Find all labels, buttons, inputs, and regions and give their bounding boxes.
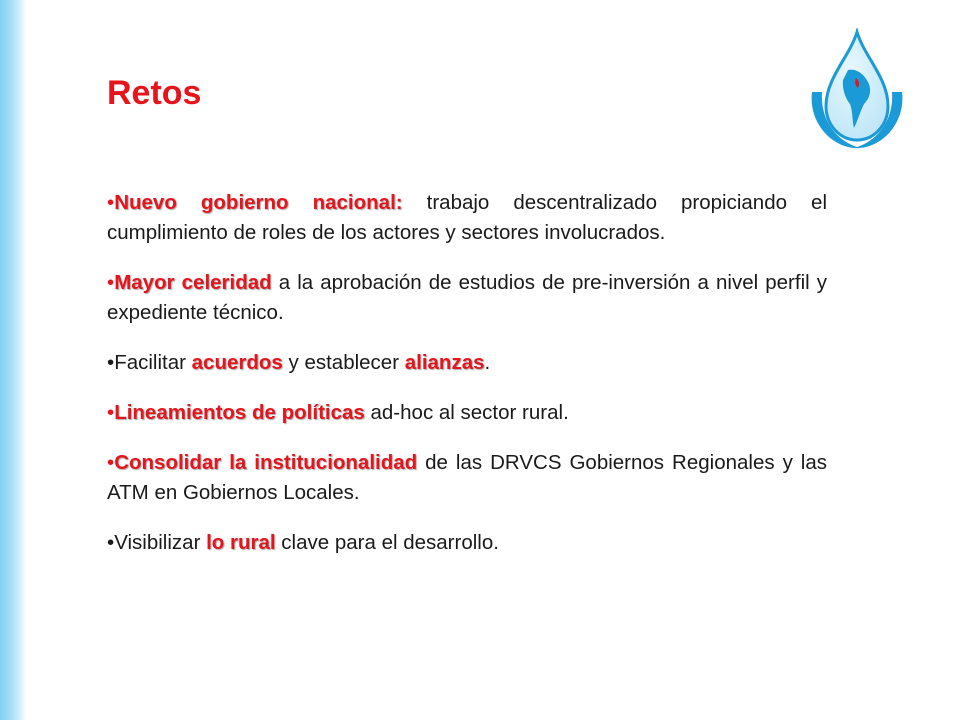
highlight-text: Nuevo gobierno nacional: xyxy=(114,191,403,214)
bullet-item xyxy=(107,398,827,428)
left-accent-bar xyxy=(0,0,26,720)
item-text: a la aprobación de estudios de pre-inversión a nivel perfil y expediente técnico. xyxy=(107,271,828,324)
water-drop-globe-icon xyxy=(798,28,916,156)
bullet-glyph: • xyxy=(107,401,115,424)
bullet-item xyxy=(107,188,827,248)
item-text: Facilitar xyxy=(114,351,192,374)
highlight-text: Lineamientos de políticas xyxy=(114,401,365,424)
item-text: y establecer xyxy=(282,351,405,374)
highlight-text: acuerdos xyxy=(191,351,283,374)
item-text: trabajo descentralizado propiciando el cumplimiento de roles de los actores y sectores involucrados. xyxy=(107,191,827,244)
bullet-item xyxy=(107,448,827,508)
bullet-item xyxy=(107,348,827,378)
bullet-glyph: • xyxy=(107,451,115,474)
item-text: ad-hoc al sector rural. xyxy=(364,401,569,424)
item-text: . xyxy=(484,351,491,374)
highlight-text: Mayor celeridad xyxy=(114,271,272,294)
slide-title: Retos xyxy=(107,74,202,112)
bullet-glyph: • xyxy=(107,271,115,294)
highlight-text: lo rural xyxy=(206,531,276,554)
bullet-item xyxy=(107,268,827,328)
highlight-text: Consolidar la institucionalidad xyxy=(114,451,418,474)
bullet-item xyxy=(107,528,827,558)
item-text: Visibilizar xyxy=(114,531,207,554)
bullet-glyph: • xyxy=(107,351,115,374)
bullet-list xyxy=(107,188,827,578)
item-text: de las DRVCS Gobiernos Regionales y las ATM en Gobiernos Locales. xyxy=(107,451,828,504)
item-text: clave para el desarrollo. xyxy=(275,531,499,554)
bullet-glyph: • xyxy=(107,191,115,214)
bullet-glyph: • xyxy=(107,531,115,554)
highlight-text: alianzas xyxy=(404,351,485,374)
